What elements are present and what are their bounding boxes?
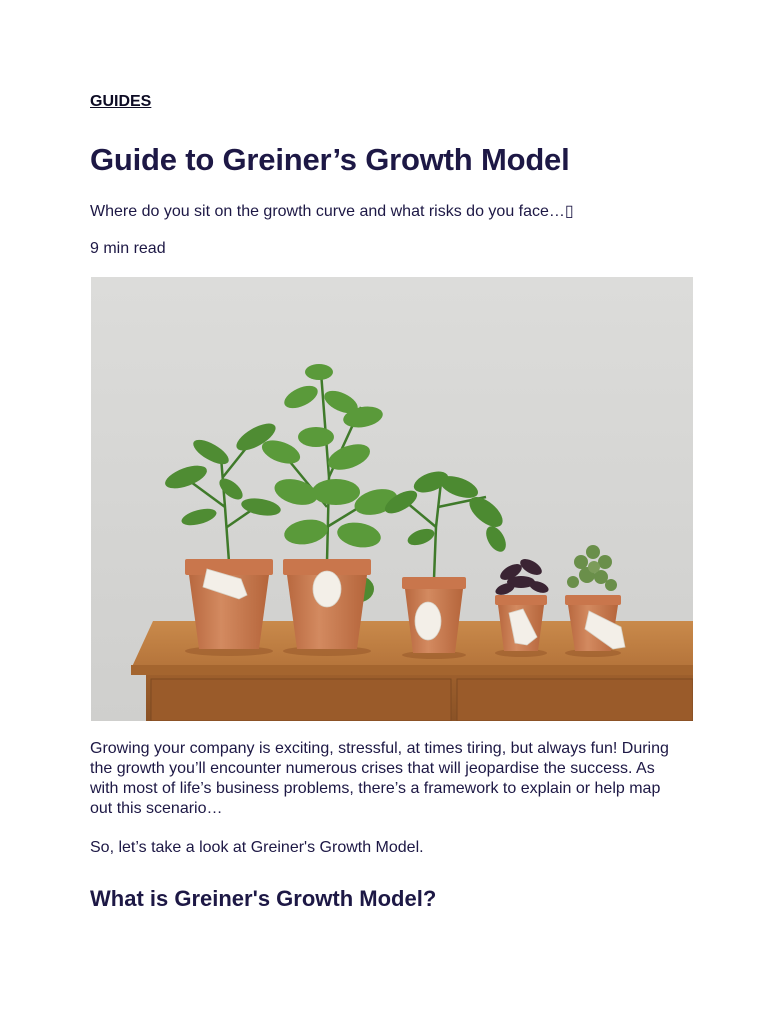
intro-paragraph: Growing your company is exciting, stressful, at times tiring, but always fun! During the growth you’ll encounter numerous crises that will jeopardise the success. As with most of life’s business problems, there’s a framework to explain or help map out this scenario… [90, 740, 669, 817]
section-heading: What is Greiner's Growth Model? [90, 886, 437, 911]
lead-in-paragraph: So, let’s take a look at Greiner's Growth Model. [90, 839, 424, 856]
read-time: 9 min read [90, 240, 166, 257]
category-link[interactable]: GUIDES [90, 93, 152, 110]
page-title: Guide to Greiner’s Growth Model [90, 142, 570, 177]
article-subtitle: Where do you sit on the growth curve and what risks do you face…▯ [90, 203, 574, 220]
hero-image [91, 277, 693, 721]
